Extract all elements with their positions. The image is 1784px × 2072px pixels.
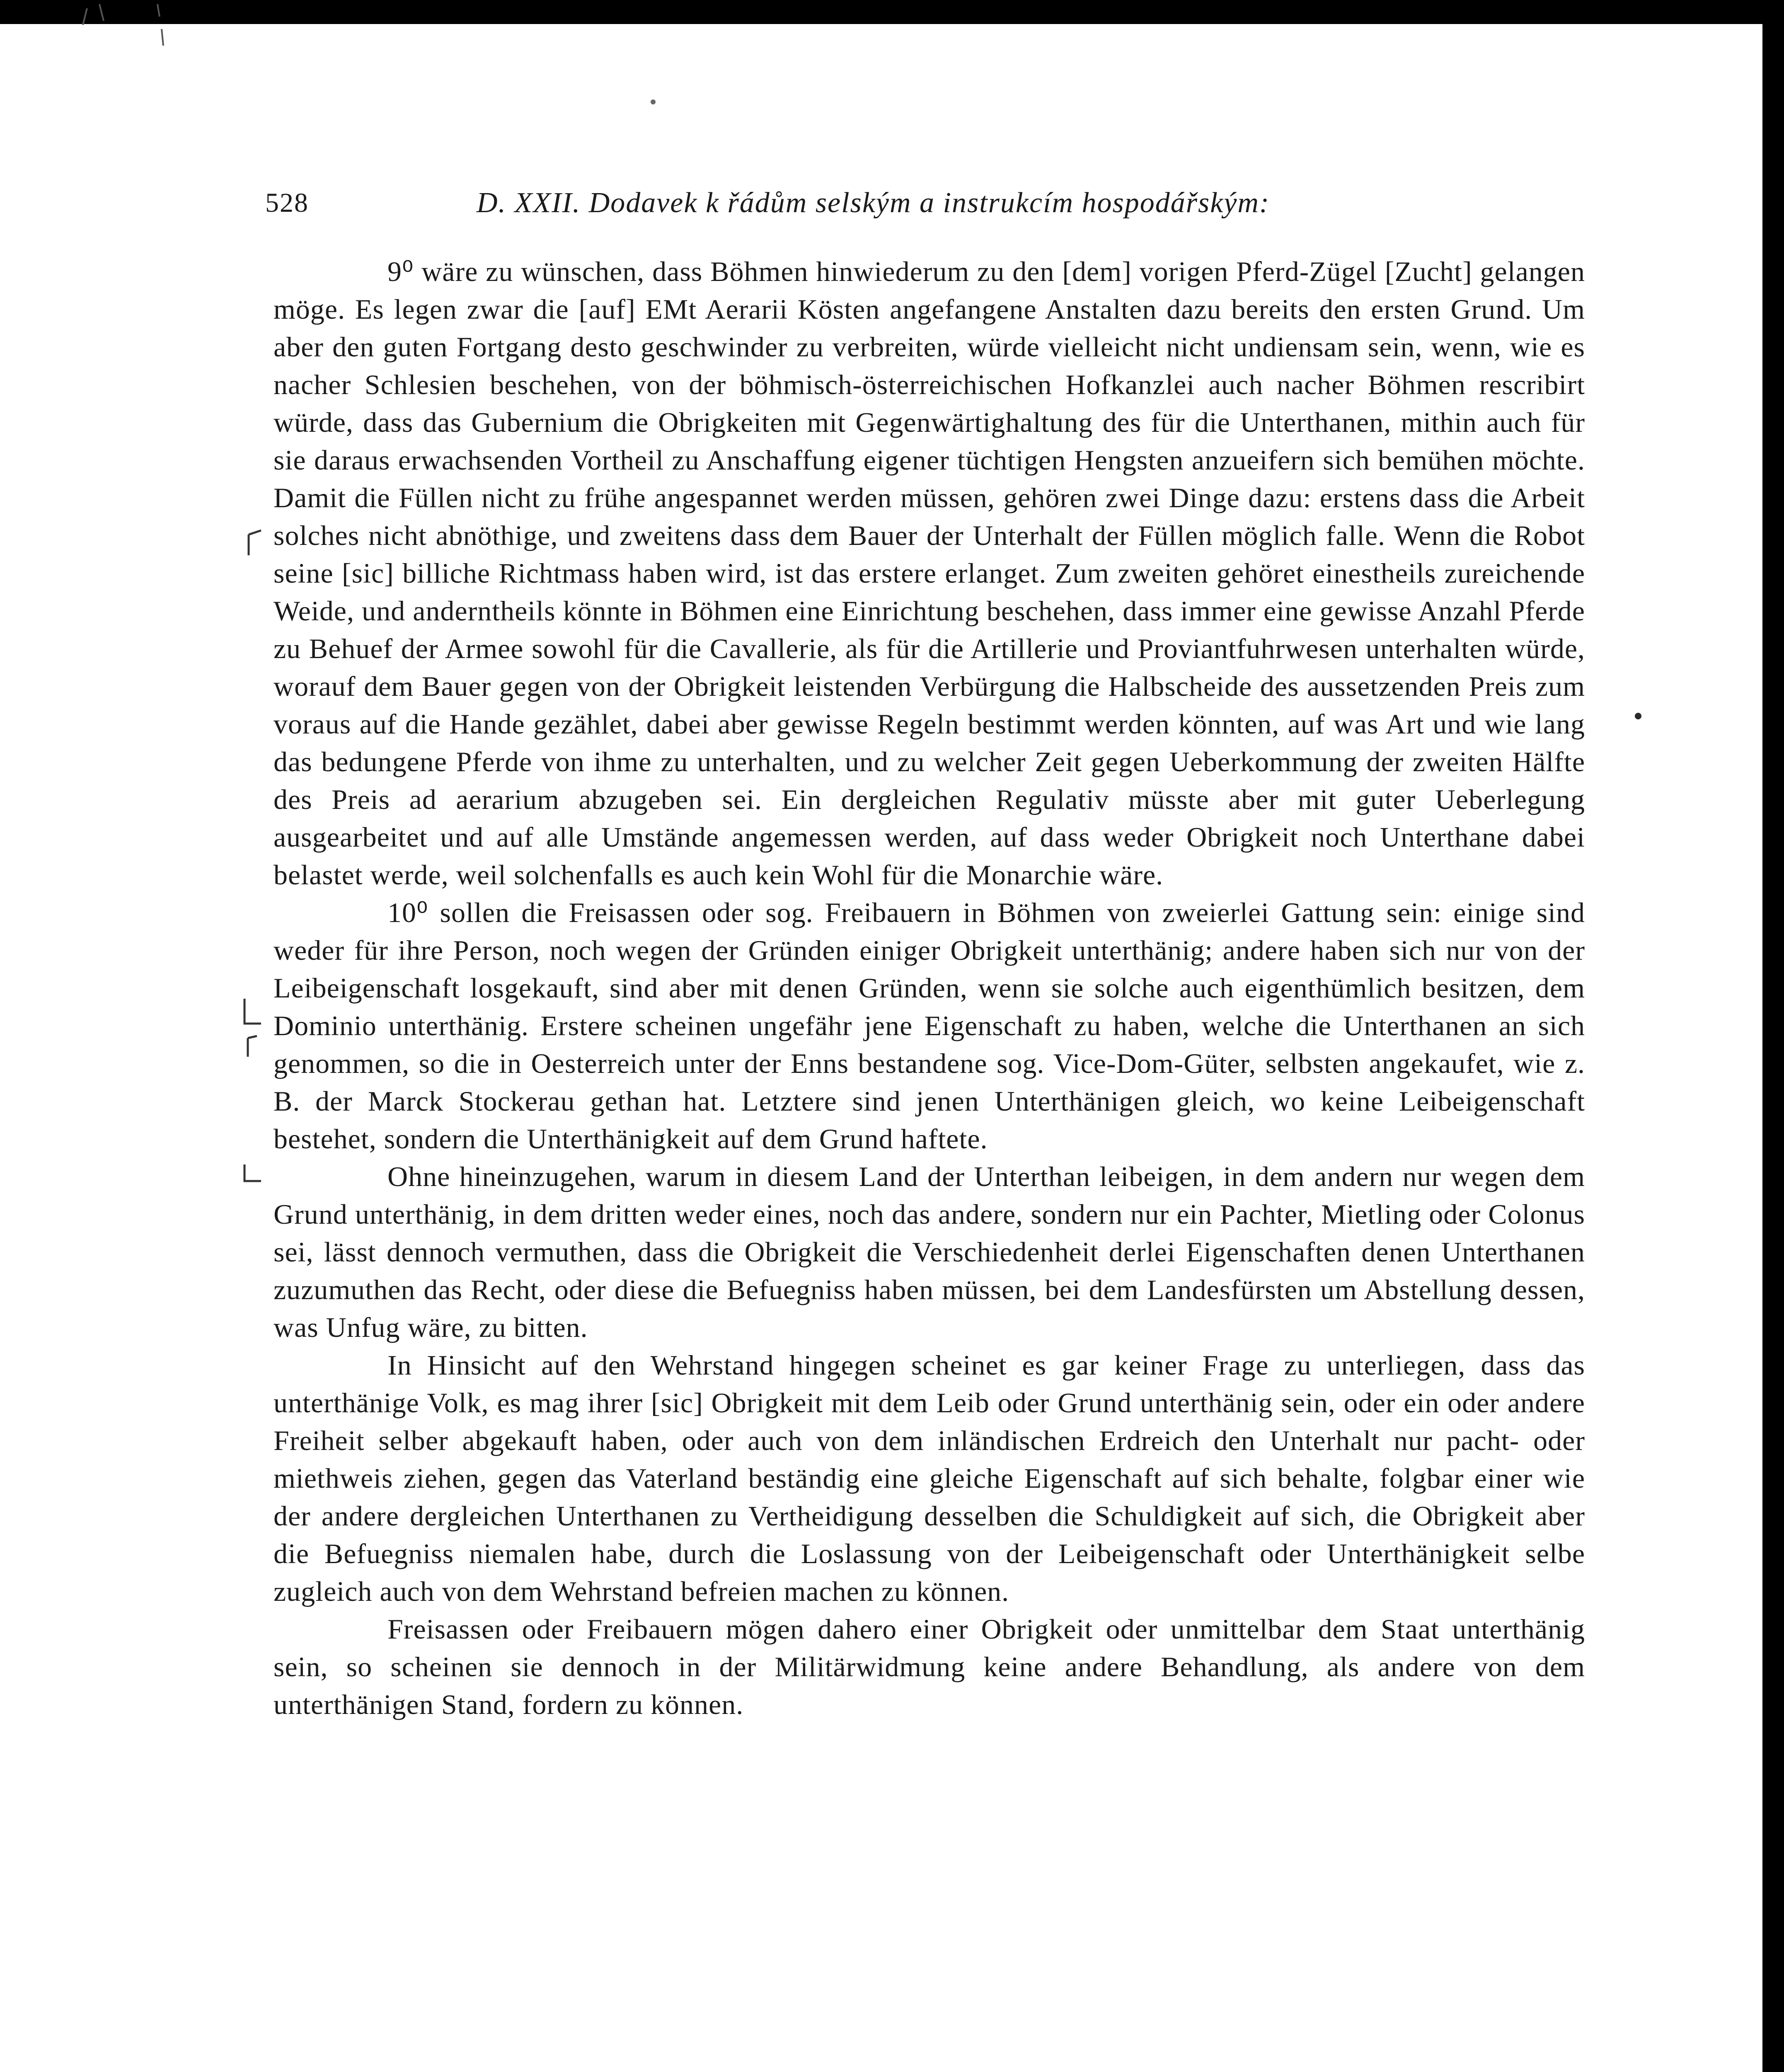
running-title: D. XXII. Dodavek k řádům selským a instrukcím hospodářským: [477,187,1270,219]
paragraph-10: 10⁰ sollen die Freisassen oder sog. Freibauern in Böhmen von zweierlei Gattung sein: einige sind weder für ihre Person, noch wegen der Gründen einiger Obrigkeit unterthänig; andere haben sich nur von der Leibeigenschaft losgekauft, sind aber mit denen Gründen, wenn sie solche auch eigenthümlich besitzen, dem Dominio unterthänig. Erstere scheinen ungefähr jene Eigenschaft zu haben, welche die Unterthanen an sich genommen, so die in Oesterreich unter der Enns bestandene sog. Vice-Dom-Güter, selbsten angekaufet, wie z. B. der Marck Stockerau gethan hat. Letztere sind jenen Unterthänigen gleich, wo keine Leibeigenschaft bestehet, sondern die Unterthänigkeit auf dem Grund haftete. [274,897,1585,1155]
paragraph-9: 9⁰ wäre zu wünschen, dass Böhmen hinwiederum zu den [dem] vorigen Pferd-Zügel [Zucht] gelangen möge. Es legen zwar die [auf] EMt Aerarii Kösten angefangene Anstalten dazu bereits den ersten Grund. Um aber den guten Fortgang desto geschwinder zu verbreiten, würde vielleicht nicht undiensam sein, wenn, wie es nacher Schlesien beschehen, von der böhmisch-österreichischen Hofkanzlei auch nacher Böhmen rescribirt würde, dass das Gubernium die Obrigkeiten mit Gegenwärtighaltung des für die Unterthanen, mithin auch für sie daraus erwachsenden Vortheil zu Anschaffung eigener tüchtigen Hengsten anzueifern sich bemühen möchte. Damit die Füllen nicht zu frühe angespannet werden müssen, gehören zwei Dinge dazu: erstens dass die Arbeit solches nicht abnöthige, und zweitens dass dem Bauer der Unterhalt der Füllen möglich falle. Wenn die Robot seine [sic] billiche Richtmass haben wird, ist das erstere erlanget. Zum zweiten gehöret einestheils zureichende Weide, und anderntheils könnte in Böhmen eine Einrichtung beschehen, dass immer eine gewisse Anzahl Pferde zu Behuef der Armee sowohl für die Cavallerie, als für die Artillerie und Proviantfuhrwesen unterhalten würde, worauf dem Bauer gegen von der Obrigkeit leistenden Verbürgung die Halbscheide des aussetzenden Preis zum voraus auf die Hande gezählet, dabei aber gewisse Regeln bestimmt werden könnten, auf was Art und wie lang das bedungene Pferde von ihme zu unterhalten, und zu welcher Zeit gegen Ueberkommung der zweiten Hälfte des Preis ad aerarium abzugeben sei. Ein dergleichen Regulativ müsste aber mit guter Ueberlegung ausgearbeitet und auf alle Umstände angemessen werden, auf dass weder Obrigkeit noch Unterthane dabei belastet werde, weil solchenfalls es auch kein Wohl für die Monarchie wäre. [274,256,1585,891]
paragraph-wehrstand: In Hinsicht auf den Wehrstand hingegen scheinet es gar keiner Frage zu unterliegen, dass das unterthänige Volk, es mag ihrer [sic] Obrigkeit mit dem Leib oder Grund unterthänig sein, oder ein oder andere Freiheit selber abgekauft haben, oder auch von dem inländischen Erdreich den Unterhalt nur pacht- oder miethweis ziehen, gegen das Vaterland beständig eine gleiche Eigenschaft auf sich behalte, folgbar einer wie der andere dergleichen Unterthanen zu Vertheidigung desselben die Schuldigkeit auf sich, die Obrigkeit aber die Befuegniss niemalen habe, durch die Loslassung von der Leibeigenschaft oder Unterthänigkeit selbe zugleich auch von dem Wehrstand befreien machen zu können. [274,1349,1585,1607]
margin-dot [1635,713,1641,719]
paragraph-ohne: Ohne hineinzugehen, warum in diesem Land der Unterthan leibeigen, in dem andern nur wegen dem Grund unterthänig, in dem dritten weder eines, noch das andere, sondern nur ein Pachter, Mietling oder Colonus sei, lässt dennoch vermuthen, dass die Obrigkeit die Verschiedenheit derlei Eigenschaften denen Unterthanen zuzumuthen das Recht, oder diese die Befuegniss haben müssen, bei dem Landesfürsten um Abstellung dessen, was Unfug wäre, zu bitten. [274,1161,1585,1343]
margin-marks [232,522,274,1227]
body-text [274,253,1585,1723]
scan-dot [651,99,656,104]
scan-border-top [0,0,1784,24]
paragraph-freisassen: Freisassen oder Freibauern mögen dahero einer Obrigkeit oder unmittelbar dem Staat unterthänig sein, so scheinen sie dennoch in der Militärwidmung keine andere Behandlung, als andere von dem unterthänigen Stand, fordern zu können. [274,1613,1585,1720]
running-head [265,182,1595,228]
scan-border-right [1762,0,1784,2072]
page-number: 528 [265,188,309,218]
scan-specks [75,0,199,58]
